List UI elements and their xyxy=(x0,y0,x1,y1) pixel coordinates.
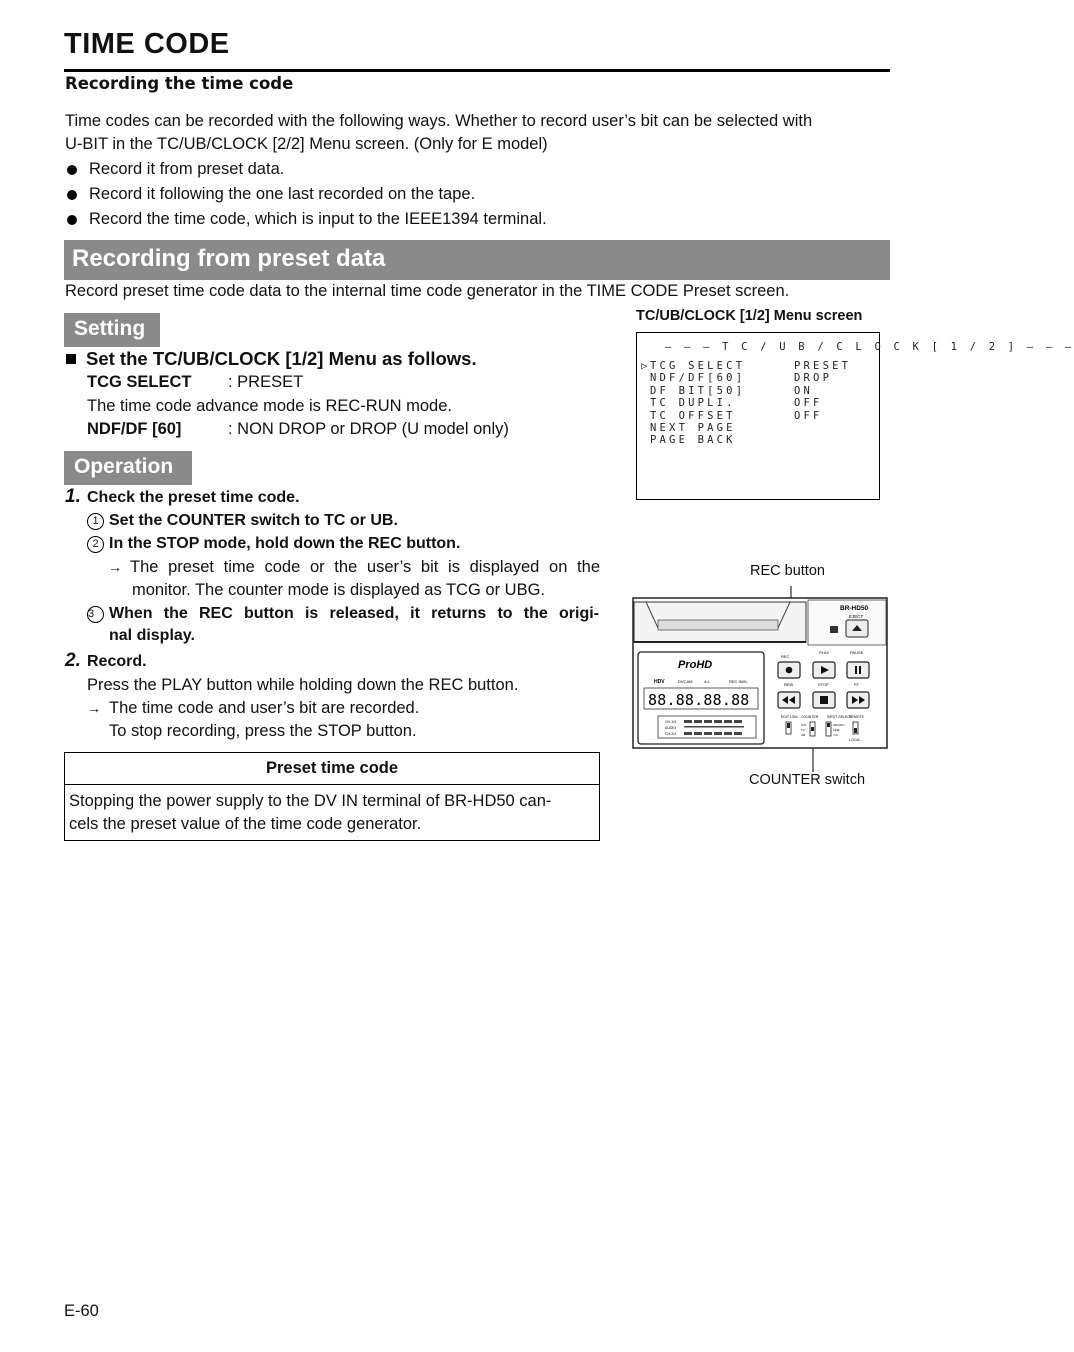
pause-button[interactable] xyxy=(847,662,869,678)
setting-tab: Setting xyxy=(64,313,160,347)
rec-label: REC xyxy=(781,654,790,659)
menu-row xyxy=(641,410,823,422)
substep xyxy=(87,535,460,553)
menu-row-value: PRESET xyxy=(794,360,852,372)
substep-result xyxy=(108,556,600,602)
menu-screen xyxy=(636,332,1074,500)
prohd-logo: ProHD xyxy=(678,659,713,671)
cursor-icon: ▷ xyxy=(641,360,648,372)
pause-label: PAUSE xyxy=(850,650,864,655)
circled-number-icon: 3 xyxy=(87,606,104,623)
intro-line: U-BIT in the TC/UB/CLOCK [2/2] Menu screen. (Only for E model) xyxy=(65,135,548,153)
intro-line: Time codes can be recorded with the following ways. Whether to record user’s bit can be selected with xyxy=(65,112,813,130)
menu-row-label: TC DUPLI. xyxy=(650,397,736,410)
counter-display: 88.88.88.88 xyxy=(648,691,750,709)
meter-label: CH-2/4 xyxy=(665,732,677,736)
local-label: LOCAL xyxy=(849,738,861,742)
menu-row xyxy=(641,422,794,434)
step-text: Press the PLAY button while holding down the REC button. xyxy=(87,676,519,694)
menu-row xyxy=(641,397,823,409)
list-item xyxy=(65,182,891,207)
note-body xyxy=(65,785,599,840)
setting-heading xyxy=(66,348,477,370)
stop-label: STOP xyxy=(818,682,829,687)
substep xyxy=(87,603,599,647)
indicator-label: 4:4 xyxy=(704,679,710,684)
rew-label: REW xyxy=(784,682,794,687)
bullet-icon xyxy=(67,165,77,175)
method-list xyxy=(65,157,891,232)
input-select-label: INPUT SELECT xyxy=(827,715,853,719)
menu-row xyxy=(641,372,832,384)
note-line: Stopping the power supply to the DV IN terminal of BR-HD50 can- xyxy=(69,792,552,810)
arrow-icon: → xyxy=(108,559,122,575)
substep-text: In the STOP mode, hold down the REC button. xyxy=(109,535,461,552)
pause-icon xyxy=(855,666,857,674)
counter-option: TC xyxy=(801,728,805,732)
step-number: 2. xyxy=(65,650,81,671)
ndf-df-key: NDF/DF [60] xyxy=(87,420,182,438)
substep-line: nal display. xyxy=(109,627,195,644)
step-number: 1. xyxy=(65,486,81,507)
page-number: E-60 xyxy=(64,1302,99,1320)
meter-label: AUDIO xyxy=(665,726,677,730)
step-stop-text: To stop recording, press the STOP button. xyxy=(109,722,417,740)
counter-option: CTL xyxy=(801,723,807,727)
stop-icon xyxy=(820,696,828,704)
circled-number-icon: 1 xyxy=(87,513,104,530)
menu-screen-caption: TC/UB/CLOCK [1/2] Menu screen xyxy=(636,308,863,324)
list-item-text: Record the time code, which is input to the IEEE1394 terminal. xyxy=(89,210,547,228)
substep xyxy=(87,512,398,530)
result-line: monitor. The counter mode is displayed as TCG or UBG. xyxy=(132,581,545,599)
menu-row-label: TCG SELECT xyxy=(650,360,746,372)
ff-label: FF xyxy=(854,682,859,687)
device-front-panel xyxy=(628,580,890,772)
menu-row-value: OFF xyxy=(794,409,823,422)
input-option: Y/C xyxy=(833,733,839,737)
menu-row-value: OFF xyxy=(794,397,823,410)
ndf-df-value: : NON DROP or DROP (U model only) xyxy=(228,420,509,438)
page-title: TIME CODE xyxy=(64,28,230,60)
record-icon xyxy=(786,667,793,674)
substep-text: Set the COUNTER switch to TC or UB. xyxy=(109,512,398,529)
result-line: → The preset time code or the user’s bit is displayed on the xyxy=(108,556,600,579)
play-label: PLAY xyxy=(819,650,829,655)
indicator-label: REC INHL xyxy=(729,679,748,684)
list-item-text: Record it from preset data. xyxy=(89,160,285,178)
counter-label: COUNTER xyxy=(801,715,819,719)
counter-option: UB xyxy=(801,733,806,737)
menu-row-value: ON xyxy=(794,384,814,397)
note-heading: Preset time code xyxy=(65,753,599,785)
operation-tab: Operation xyxy=(64,451,192,485)
menu-row xyxy=(641,360,851,372)
list-item xyxy=(65,157,891,182)
menu-row xyxy=(641,385,813,397)
indicator-label: DVCAM xyxy=(678,679,693,684)
preset-note-table xyxy=(64,752,600,841)
hdv-indicator: HDV xyxy=(654,679,665,685)
step-result: → The time code and user’s bit are recorded. xyxy=(87,697,419,720)
square-bullet-icon xyxy=(66,354,76,364)
bullet-icon xyxy=(67,190,77,200)
rec-button-callout: REC button xyxy=(750,563,825,579)
menu-row xyxy=(641,434,794,446)
meter-label: CH-1/3 xyxy=(665,720,677,724)
section-heading: Recording from preset data xyxy=(64,240,890,280)
section-description: Record preset time code data to the internal time code generator in the TIME CODE Preset screen. xyxy=(65,282,790,300)
menu-row-label: NEXT PAGE xyxy=(650,422,736,434)
substep-line: 3 When the REC button is released, it returns to the origi- xyxy=(88,605,599,622)
list-item xyxy=(65,207,891,232)
menu-header: – – – T C / U B / C L O C K [ 1 / 2 ] – – – xyxy=(665,341,1074,353)
tcg-select-key: TCG SELECT xyxy=(87,373,192,391)
counter-switch-callout: COUNTER switch xyxy=(749,772,866,788)
edit-label: EDIT 1394 xyxy=(781,715,798,719)
menu-row-value: DROP xyxy=(794,372,833,385)
step-title: Record. xyxy=(87,653,147,670)
menu-row-label: PAGE BACK xyxy=(650,434,736,447)
setting-heading-text: Set the TC/UB/CLOCK [1/2] Menu as follows. xyxy=(86,348,477,369)
circled-number-icon: 2 xyxy=(87,536,104,553)
title-rule xyxy=(64,69,890,72)
menu-row-label: NDF/DF[60] xyxy=(650,372,746,385)
bullet-icon xyxy=(67,215,77,225)
brand-logo: BR-HD50 xyxy=(840,605,869,612)
menu-row-label: TC OFFSET xyxy=(650,409,736,422)
input-option: LINE xyxy=(833,728,840,732)
step-title: Check the preset time code. xyxy=(87,489,300,506)
remote-label: REMOTE xyxy=(849,715,864,719)
list-item-text: Record it following the one last recorded on the tape. xyxy=(89,185,476,203)
input-option: HDV/DV xyxy=(833,723,845,727)
eject-label: EJECT xyxy=(849,614,864,619)
arrow-icon: → xyxy=(87,700,101,716)
menu-row-label: DF BIT[50] xyxy=(650,384,746,397)
note-line: cels the preset value of the time code generator. xyxy=(69,815,422,833)
tcg-select-value: : PRESET xyxy=(228,373,304,391)
intro-paragraph xyxy=(65,110,891,156)
tcg-select-note: The time code advance mode is REC-RUN mode. xyxy=(87,397,452,415)
page-subtitle: Recording the time code xyxy=(65,74,294,93)
